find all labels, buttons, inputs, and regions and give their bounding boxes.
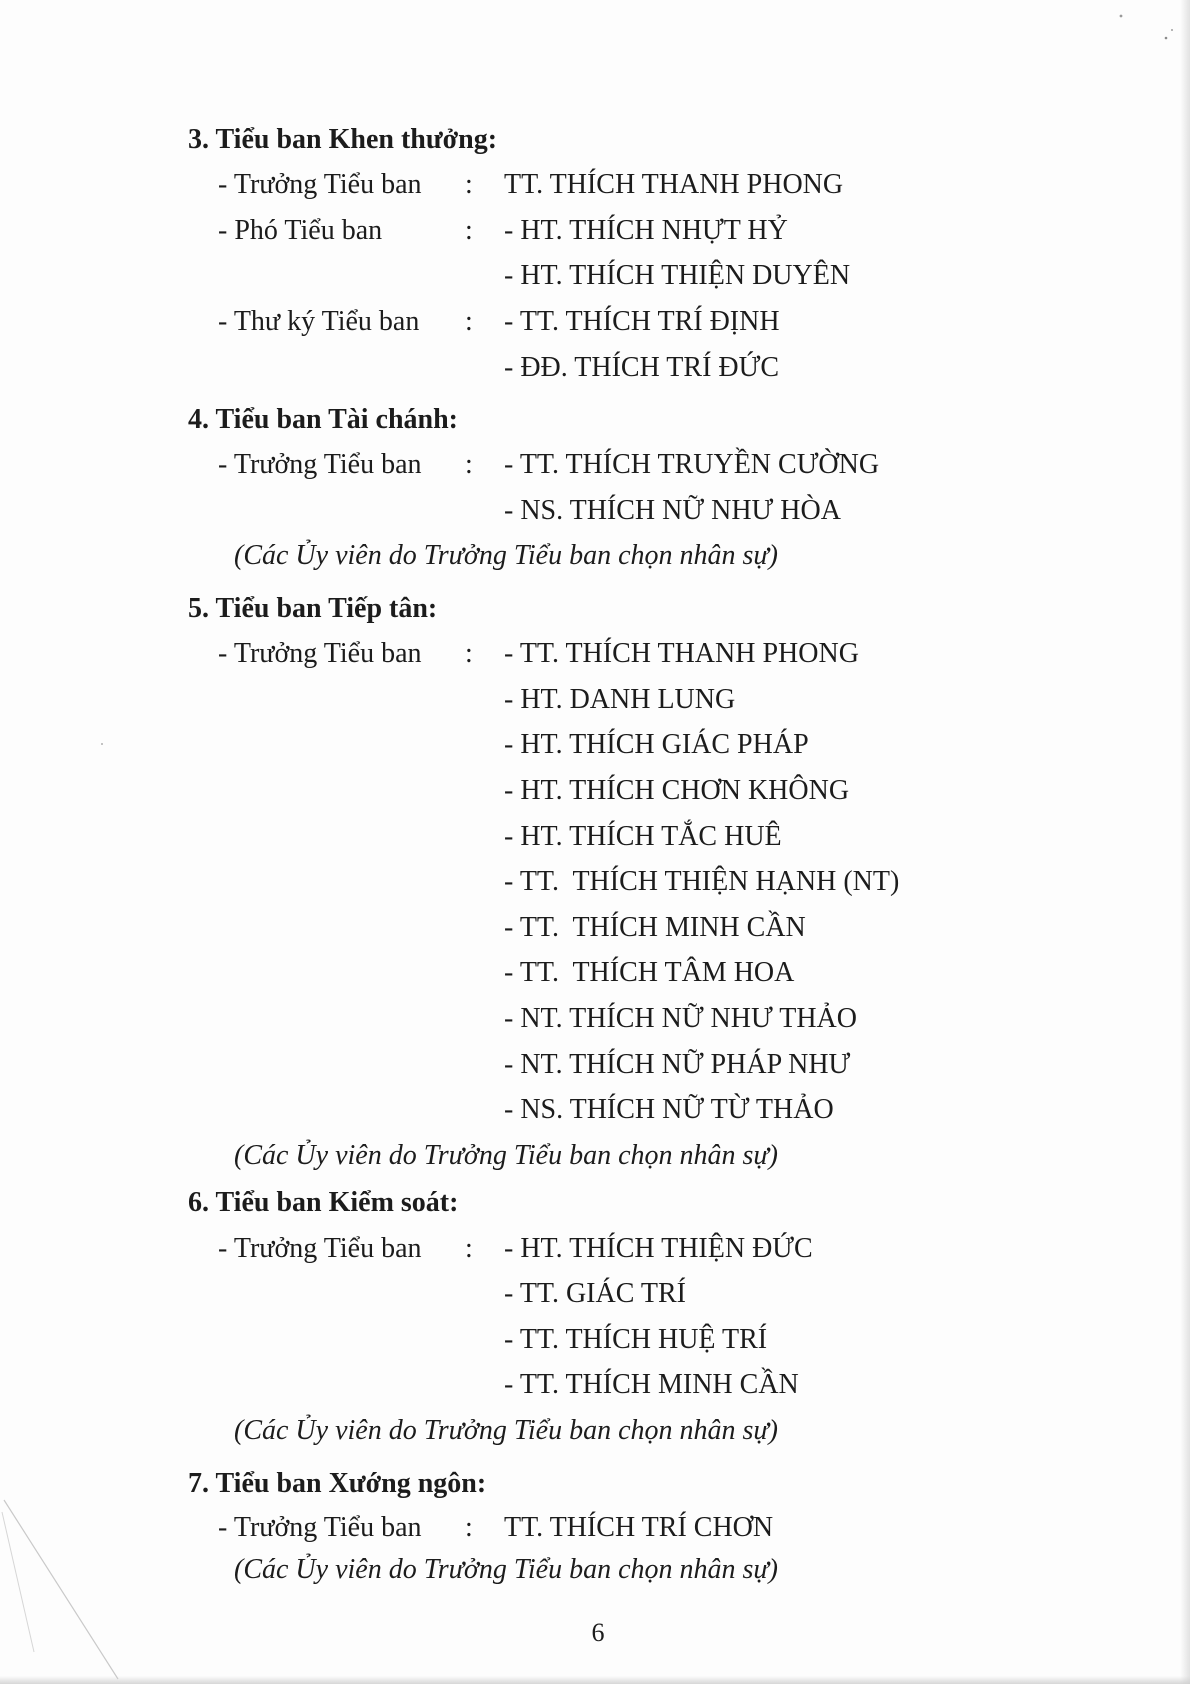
member-name: - HT. THÍCH THIỆN ĐỨC: [504, 1232, 813, 1264]
scan-speck: [1171, 29, 1173, 31]
member-name: - TT. THÍCH TRUYỀN CƯỜNG: [504, 449, 880, 481]
member-row: [0, 1317, 1190, 1363]
member-name: - NT. THÍCH NỮ NHƯ THẢO: [504, 1002, 857, 1034]
member-row: [0, 162, 1190, 208]
member-row: [0, 1362, 1190, 1408]
colon-separator: :: [465, 449, 473, 481]
scan-speck: [1120, 15, 1123, 18]
section-note: (Các Ủy viên do Trưởng Tiểu ban chọn nhân sự): [234, 1553, 779, 1585]
member-row: [0, 208, 1190, 254]
role-label: - Phó Tiểu ban: [218, 214, 383, 246]
member-row: [0, 950, 1190, 996]
colon-separator: :: [465, 638, 473, 670]
member-row: [0, 1226, 1190, 1272]
subcommittee-section: [0, 397, 1190, 579]
colon-separator: :: [465, 306, 473, 338]
section-note: (Các Ủy viên do Trưởng Tiểu ban chọn nhân sự): [234, 1139, 779, 1171]
member-row: [0, 299, 1190, 345]
member-name: - TT. THÍCH TRÍ ĐỊNH: [504, 306, 780, 338]
colon-separator: :: [465, 214, 473, 246]
member-name: - TT. THÍCH THANH PHONG: [504, 638, 859, 670]
member-row: [0, 859, 1190, 905]
section-heading: 6. Tiểu ban Kiểm soát:: [188, 1187, 459, 1218]
role-label: - Trưởng Tiểu ban: [218, 1232, 422, 1264]
member-row: [0, 722, 1190, 768]
member-name: - TT. THÍCH MINH CẦN: [504, 1369, 799, 1401]
member-name: - TT. THÍCH THIỆN HẠNH (NT): [504, 866, 900, 898]
member-row: [0, 442, 1190, 488]
member-row: [0, 345, 1190, 391]
member-row: [0, 1087, 1190, 1133]
subcommittee-section: [0, 1180, 1190, 1454]
colon-separator: :: [465, 1511, 473, 1543]
member-row: [0, 814, 1190, 860]
member-name: - TT. THÍCH TÂM HOA: [504, 957, 795, 989]
member-name: - NT. THÍCH NỮ PHÁP NHƯ: [504, 1048, 851, 1080]
scan-speck: [1165, 37, 1168, 40]
member-name: - NS. THÍCH NỮ NHƯ HÒA: [504, 494, 841, 526]
member-name: - ĐĐ. THÍCH TRÍ ĐỨC: [504, 351, 780, 383]
scan-edge-shadow: [0, 1676, 1190, 1684]
member-name: - HT. THÍCH GIÁC PHÁP: [504, 729, 809, 761]
member-row: [0, 996, 1190, 1042]
section-heading: 4. Tiểu ban Tài chánh:: [188, 403, 459, 435]
member-row: [0, 1271, 1190, 1317]
member-name: - TT. THÍCH HUỆ TRÍ: [504, 1323, 768, 1355]
section-heading: 3. Tiểu ban Khen thưởng:: [188, 123, 498, 155]
role-label: - Trưởng Tiểu ban: [218, 638, 422, 670]
role-label: - Trưởng Tiểu ban: [218, 449, 422, 481]
page-number: 6: [591, 1618, 605, 1647]
member-row: [0, 631, 1190, 677]
member-row: [0, 1042, 1190, 1088]
member-row: [0, 488, 1190, 534]
role-label: - Trưởng Tiểu ban: [218, 1511, 422, 1543]
role-label: - Thư ký Tiểu ban: [218, 306, 420, 338]
member-row: [0, 677, 1190, 723]
member-row: [0, 768, 1190, 814]
member-name: - TT. THÍCH MINH CẦN: [504, 911, 806, 943]
member-name: - HT. THÍCH CHƠN KHÔNG: [504, 774, 850, 806]
member-name: TT. THÍCH TRÍ CHƠN: [504, 1511, 774, 1543]
colon-separator: :: [465, 1232, 473, 1264]
member-row: [0, 1507, 1190, 1549]
member-name: - HT. THÍCH TẮC HUÊ: [504, 820, 782, 852]
subcommittee-section: [0, 586, 1190, 1179]
subcommittee-section: [0, 1461, 1190, 1591]
scan-edge-shadow: [1180, 0, 1190, 1684]
section-heading: 7. Tiểu ban Xướng ngôn:: [188, 1468, 487, 1500]
subcommittee-section: [0, 117, 1190, 391]
section-note: (Các Ủy viên do Trưởng Tiểu ban chọn nhân sự): [234, 1414, 779, 1446]
colon-separator: :: [465, 169, 473, 201]
section-heading: 5. Tiểu ban Tiếp tân:: [188, 592, 438, 624]
member-row: [0, 253, 1190, 299]
member-name: - HT. THÍCH THIỆN DUYÊN: [504, 260, 851, 292]
member-name: TT. THÍCH THANH PHONG: [504, 169, 844, 201]
member-name: - TT. GIÁC TRÍ: [504, 1278, 686, 1310]
member-name: - NS. THÍCH NỮ TỪ THẢO: [504, 1094, 834, 1126]
section-note: (Các Ủy viên do Trưởng Tiểu ban chọn nhân sự): [234, 540, 779, 572]
member-row: [0, 905, 1190, 951]
member-name: - HT. THÍCH NHỰT HỶ: [504, 214, 788, 246]
member-name: - HT. DANH LUNG: [504, 683, 736, 715]
role-label: - Trưởng Tiểu ban: [218, 169, 422, 201]
